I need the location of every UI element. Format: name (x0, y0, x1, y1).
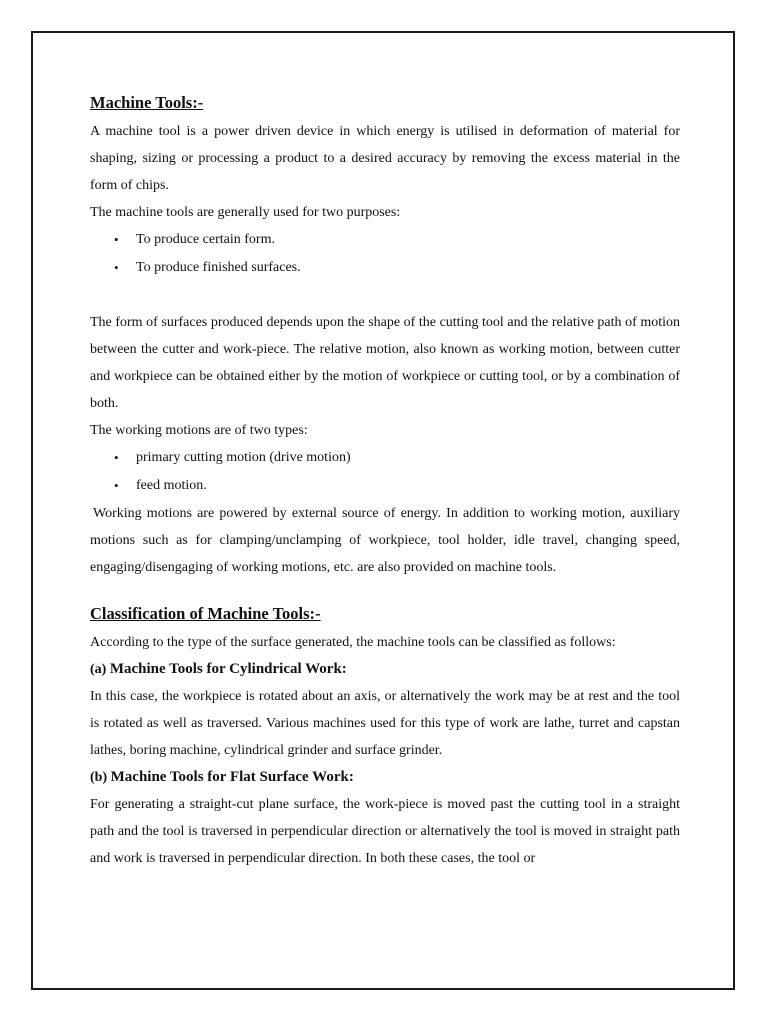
paragraph-flat-surface-work: For generating a straight-cut plane surface, the work-piece is moved past the cutting tool in a straight path and the tool is traversed in perpendicular direction or alternatively the tool is moved in straight path and work is traversed in perpendicular direction. In both these cases, the tool or (90, 797, 680, 866)
document-body (90, 90, 680, 872)
list-item: • To produce finished surfaces. (136, 254, 680, 282)
bullet-icon: • (114, 450, 119, 465)
paragraph-surface-form: The form of surfaces produced depends upon the shape of the cutting tool and the relative path of motion between the cutter and work-piece. The relative motion, also known as working motion, between cutter and workpiece can be obtained either by the motion of workpiece or cutting tool, or by a combination of both. (90, 315, 680, 411)
list-item: • primary cutting motion (drive motion) (136, 444, 680, 472)
paragraph-classification-intro: According to the type of the surface generated, the machine tools can be classified as follows: (90, 635, 616, 650)
motions-list (90, 444, 680, 500)
paragraph-purposes-intro: The machine tools are generally used for two purposes: (90, 205, 401, 220)
bullet-icon: • (114, 260, 119, 275)
subheading-cylindrical-work: (a) Machine Tools for Cylindrical Work: (90, 661, 347, 677)
list-item: • feed motion. (136, 472, 680, 500)
spacer (90, 581, 680, 601)
section-heading-machine-tools: Machine Tools:- (90, 93, 204, 112)
purposes-list (90, 226, 680, 282)
list-item: • To produce certain form. (136, 226, 680, 254)
paragraph-cylindrical-work: In this case, the workpiece is rotated about an axis, or alternatively the work may be at rest and the tool is rotated as well as traversed. Various machines used for this type of work are lathe, turret and capstan lathes, boring machine, cylindrical grinder and surface grinder. (90, 689, 680, 758)
spacer (90, 282, 680, 309)
paragraph-motions-intro: The working motions are of two types: (90, 423, 308, 438)
subheading-flat-surface-work: (b) Machine Tools for Flat Surface Work: (90, 769, 354, 785)
paragraph-auxiliary-motions: Working motions are powered by external source of energy. In addition to working motion, auxiliary motions such as for clamping/unclamping of workpiece, tool holder, idle travel, changing speed, engaging/disengaging of working motions, etc. are also provided on machine tools. (90, 506, 680, 575)
section-heading-classification: Classification of Machine Tools:- (90, 604, 321, 623)
bullet-icon: • (114, 232, 119, 247)
bullet-icon: • (114, 478, 119, 493)
paragraph-definition: A machine tool is a power driven device in which energy is utilised in deformation of material for shaping, sizing or processing a product to a desired accuracy by removing the excess material in the form of chips. (90, 124, 680, 193)
